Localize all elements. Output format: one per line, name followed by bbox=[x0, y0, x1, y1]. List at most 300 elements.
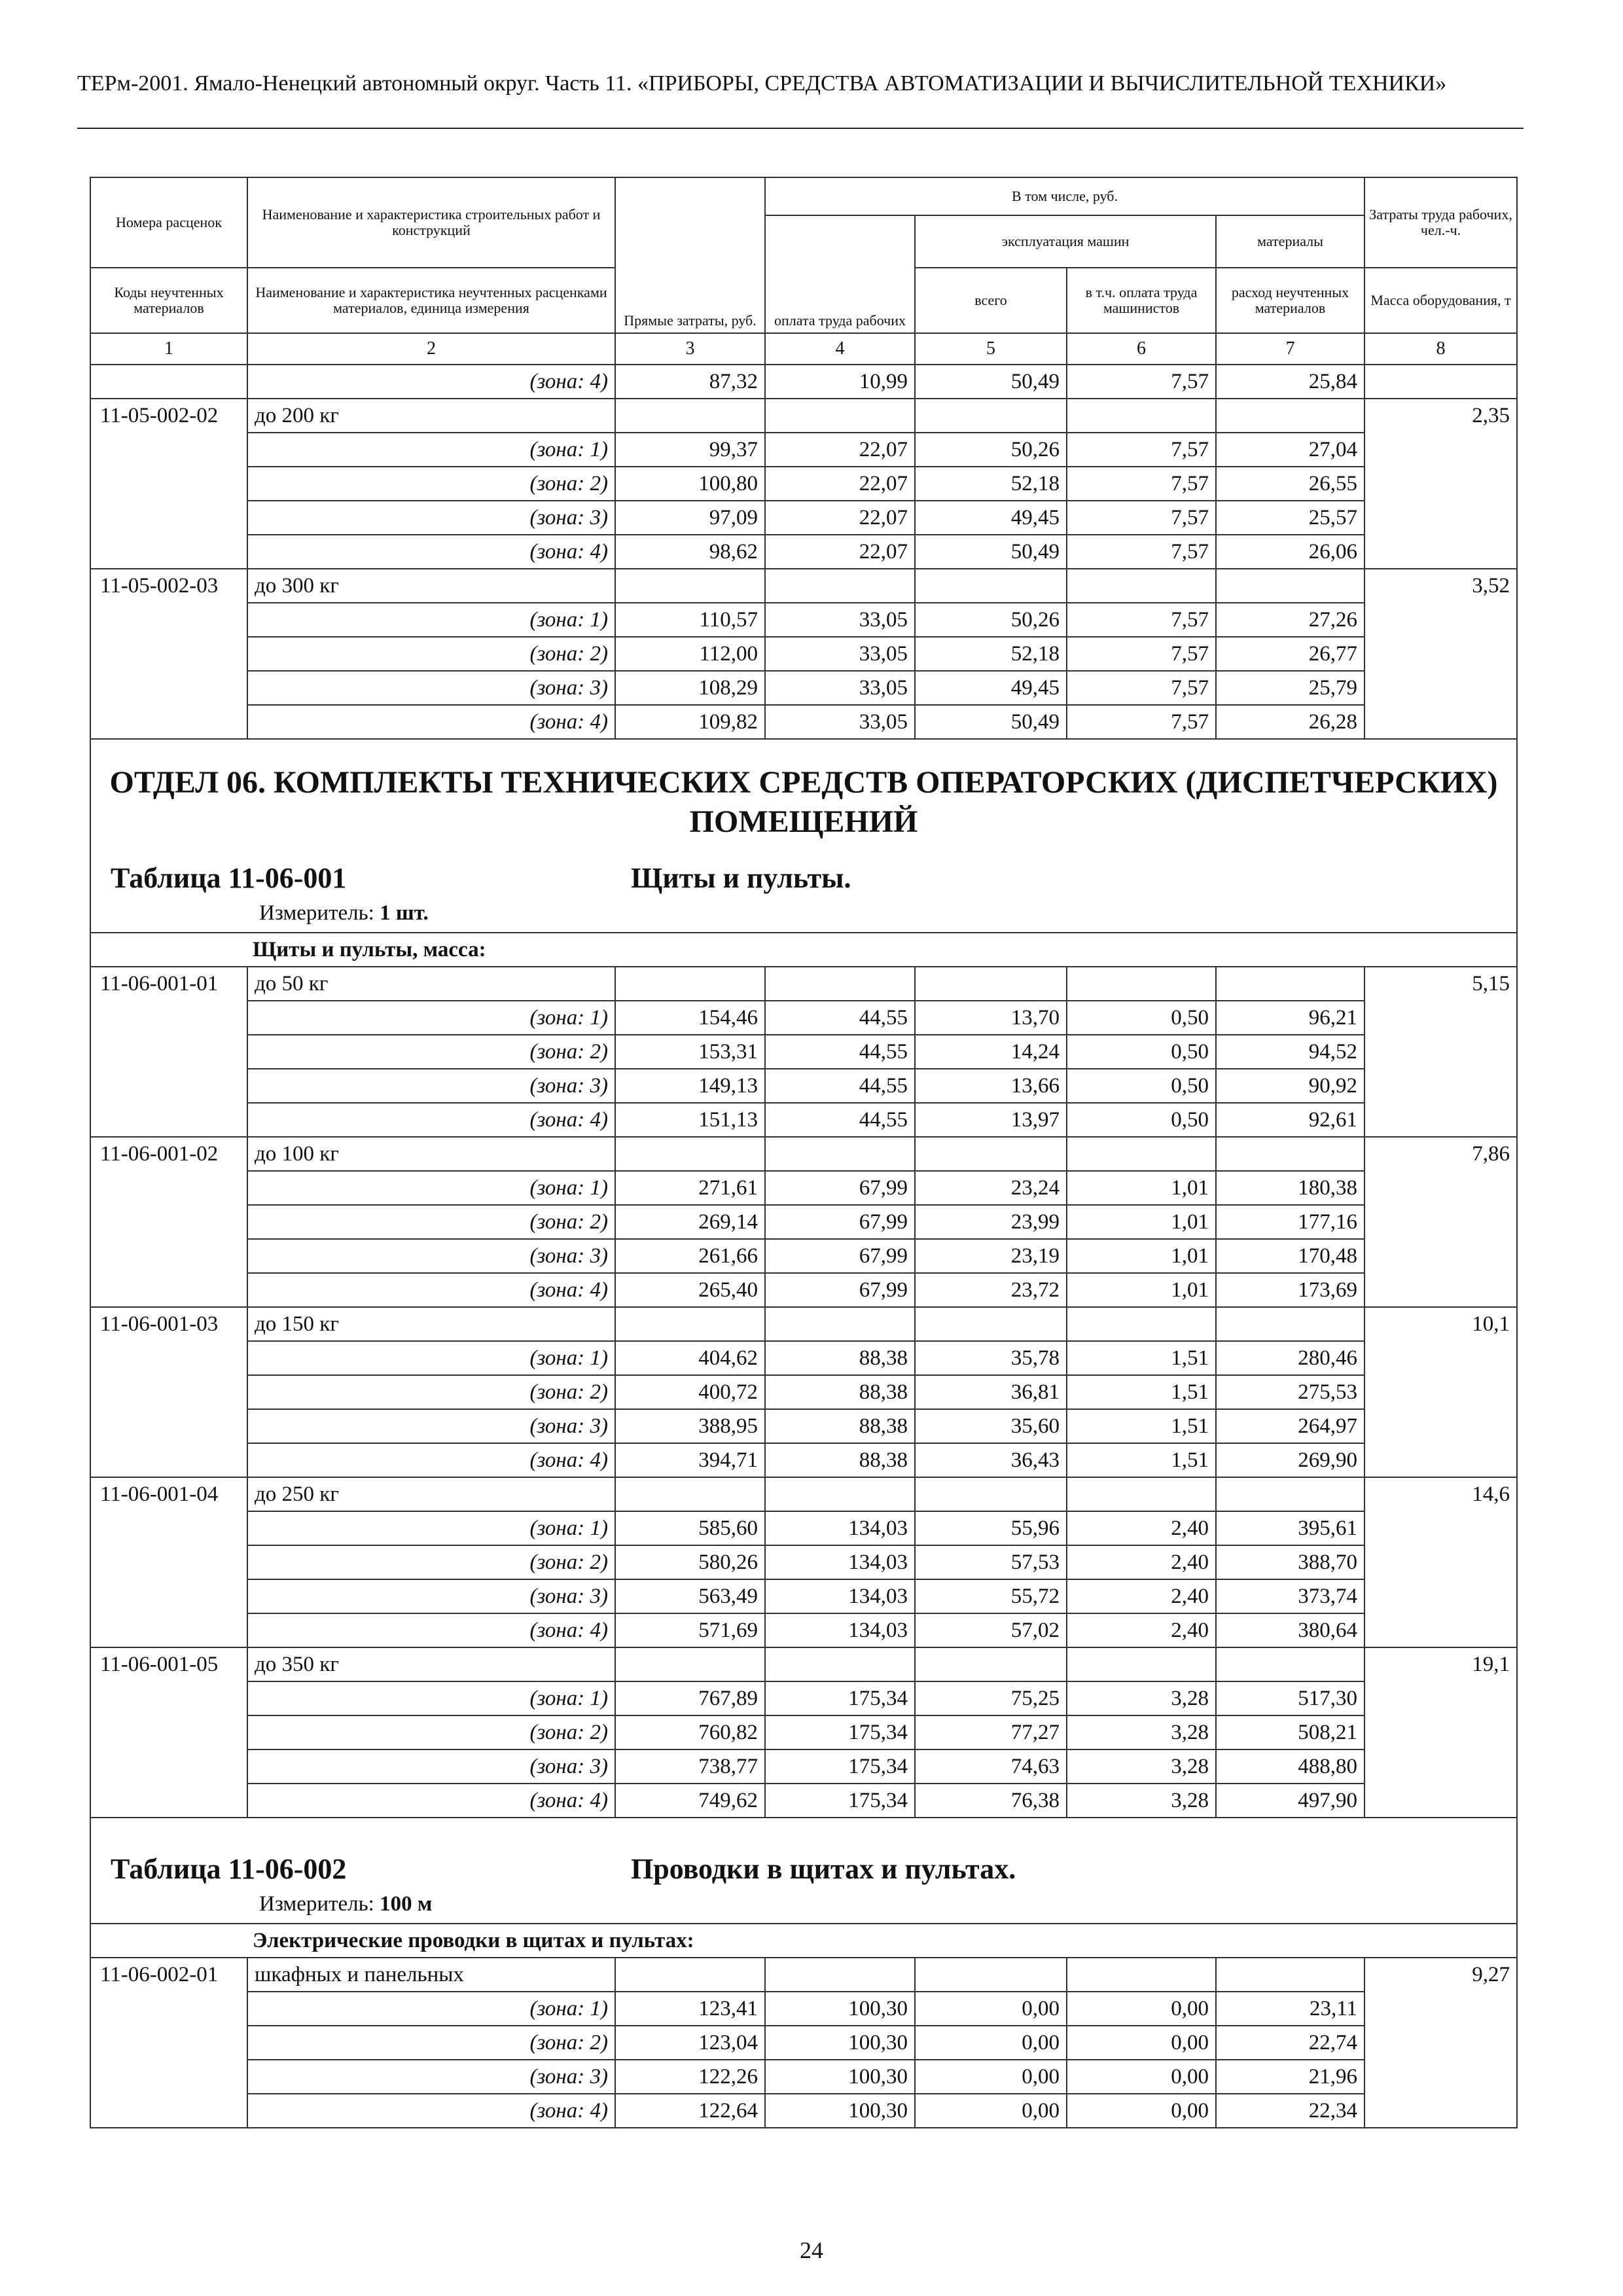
header-wages: оплата труда рабочих bbox=[765, 215, 915, 333]
item-name-row bbox=[90, 1647, 1517, 1681]
item-name-row bbox=[90, 569, 1517, 603]
machinist-wages-value: 0,50 bbox=[1067, 1001, 1216, 1035]
zone-label: (зона: 3) bbox=[247, 1409, 615, 1443]
column-number: 3 bbox=[615, 333, 765, 365]
materials-value: 27,04 bbox=[1216, 433, 1364, 467]
column-number: 1 bbox=[90, 333, 247, 365]
machine-ops-value: 36,43 bbox=[915, 1443, 1067, 1477]
wages-value: 67,99 bbox=[765, 1239, 915, 1273]
column-number-row bbox=[90, 333, 1517, 365]
wages-value: 67,99 bbox=[765, 1273, 915, 1307]
rate-code: 11-06-001-05 bbox=[90, 1647, 247, 1818]
empty-cell bbox=[915, 1647, 1067, 1681]
direct-costs-value: 108,29 bbox=[615, 671, 765, 705]
zone-label: (зона: 4) bbox=[247, 2094, 615, 2128]
empty-cell bbox=[1216, 967, 1364, 1001]
materials-value: 25,79 bbox=[1216, 671, 1364, 705]
machine-ops-value: 55,96 bbox=[915, 1511, 1067, 1545]
header-rate-numbers: Номера расценок bbox=[90, 177, 247, 268]
meter-label: Измеритель: bbox=[259, 1892, 374, 1916]
zone-row bbox=[90, 365, 1517, 399]
wages-value: 175,34 bbox=[765, 1749, 915, 1784]
header-total: всего bbox=[915, 268, 1067, 333]
direct-costs-value: 265,40 bbox=[615, 1273, 765, 1307]
zone-label: (зона: 2) bbox=[247, 1715, 615, 1749]
machine-ops-value: 13,66 bbox=[915, 1069, 1067, 1103]
direct-costs-value: 122,64 bbox=[615, 2094, 765, 2128]
materials-value: 264,97 bbox=[1216, 1409, 1364, 1443]
empty-cell bbox=[1067, 399, 1216, 433]
direct-costs-value: 123,04 bbox=[615, 2026, 765, 2060]
empty-cell bbox=[1067, 967, 1216, 1001]
zone-row bbox=[90, 1103, 1517, 1137]
zone-label: (зона: 2) bbox=[247, 2026, 615, 2060]
item-name: до 50 кг bbox=[247, 967, 615, 1001]
machinist-wages-value: 1,01 bbox=[1067, 1273, 1216, 1307]
table-heading bbox=[104, 1850, 1503, 1889]
machinist-wages-value: 0,00 bbox=[1067, 1992, 1216, 2026]
table-subtitle: Электрические проводки в щитах и пультах: bbox=[90, 1924, 1517, 1958]
empty-cell bbox=[765, 1958, 915, 1992]
column-number: 7 bbox=[1216, 333, 1364, 365]
zone-row bbox=[90, 1511, 1517, 1545]
header-materials: материалы bbox=[1216, 215, 1364, 268]
materials-value: 508,21 bbox=[1216, 1715, 1364, 1749]
item-name-row bbox=[90, 1477, 1517, 1511]
machinist-wages-value: 7,57 bbox=[1067, 705, 1216, 739]
rate-code: 11-06-001-04 bbox=[90, 1477, 247, 1647]
zone-label: (зона: 3) bbox=[247, 2060, 615, 2094]
item-name-row bbox=[90, 1137, 1517, 1171]
empty-cell bbox=[1216, 1477, 1364, 1511]
wages-value: 67,99 bbox=[765, 1205, 915, 1239]
zone-label: (зона: 4) bbox=[247, 1443, 615, 1477]
machinist-wages-value: 7,57 bbox=[1067, 671, 1216, 705]
machinist-wages-value: 3,28 bbox=[1067, 1715, 1216, 1749]
empty-cell bbox=[1216, 399, 1364, 433]
zone-row bbox=[90, 1749, 1517, 1784]
empty-cell bbox=[615, 1307, 765, 1341]
labor-cost: 10,1 bbox=[1364, 1307, 1517, 1477]
empty-cell bbox=[765, 569, 915, 603]
machine-ops-value: 50,49 bbox=[915, 705, 1067, 739]
wages-value: 33,05 bbox=[765, 705, 915, 739]
labor-cost: 9,27 bbox=[1364, 1958, 1517, 2128]
materials-value: 25,57 bbox=[1216, 501, 1364, 535]
machinist-wages-value: 7,57 bbox=[1067, 365, 1216, 399]
wages-value: 22,07 bbox=[765, 467, 915, 501]
machine-ops-value: 23,19 bbox=[915, 1239, 1067, 1273]
zone-label: (зона: 1) bbox=[247, 1171, 615, 1205]
item-name: до 150 кг bbox=[247, 1307, 615, 1341]
machine-ops-value: 23,99 bbox=[915, 1205, 1067, 1239]
machine-ops-value: 13,70 bbox=[915, 1001, 1067, 1035]
zone-row bbox=[90, 1545, 1517, 1579]
labor-cost: 3,52 bbox=[1364, 569, 1517, 739]
zone-label: (зона: 1) bbox=[247, 1992, 615, 2026]
direct-costs-value: 154,46 bbox=[615, 1001, 765, 1035]
wages-value: 88,38 bbox=[765, 1375, 915, 1409]
zone-row bbox=[90, 535, 1517, 569]
zone-label: (зона: 3) bbox=[247, 671, 615, 705]
direct-costs-value: 122,26 bbox=[615, 2060, 765, 2094]
zone-label: (зона: 1) bbox=[247, 1511, 615, 1545]
header-codes: Коды неучтенных материалов bbox=[90, 268, 247, 333]
header-work-name: Наименование и характеристика строительных работ и конструкций bbox=[247, 177, 615, 268]
table-name: Проводки в щитах и пультах. bbox=[631, 1853, 1016, 1885]
empty-cell bbox=[915, 967, 1067, 1001]
direct-costs-value: 271,61 bbox=[615, 1171, 765, 1205]
wages-value: 44,55 bbox=[765, 1069, 915, 1103]
page-header-title: ТЕРм-2001. Ямало-Ненецкий автономный округ. Часть 11. «ПРИБОРЫ, СРЕДСТВА АВТОМАТИЗАЦИИ И ВЫЧИСЛИТЕЛЬНОЙ ТЕХНИКИ» bbox=[77, 71, 1447, 96]
direct-costs-value: 109,82 bbox=[615, 705, 765, 739]
header-labor: Затраты труда рабочих, чел.-ч. bbox=[1364, 177, 1517, 268]
zone-label: (зона: 1) bbox=[247, 433, 615, 467]
wages-value: 33,05 bbox=[765, 637, 915, 671]
wages-value: 44,55 bbox=[765, 1103, 915, 1137]
empty-cell bbox=[1067, 1647, 1216, 1681]
zone-row bbox=[90, 603, 1517, 637]
zone-row bbox=[90, 1681, 1517, 1715]
zone-row bbox=[90, 1579, 1517, 1613]
machine-ops-value: 55,72 bbox=[915, 1579, 1067, 1613]
zone-row bbox=[90, 1375, 1517, 1409]
machine-ops-value: 50,26 bbox=[915, 433, 1067, 467]
header-unaccounted-consumption: расход неучтенных материалов bbox=[1216, 268, 1364, 333]
rate-code: 11-06-002-01 bbox=[90, 1958, 247, 2128]
materials-value: 497,90 bbox=[1216, 1784, 1364, 1818]
zone-label: (зона: 2) bbox=[247, 637, 615, 671]
direct-costs-value: 571,69 bbox=[615, 1613, 765, 1647]
wages-value: 33,05 bbox=[765, 603, 915, 637]
machinist-wages-value: 1,01 bbox=[1067, 1239, 1216, 1273]
column-number: 4 bbox=[765, 333, 915, 365]
zone-label: (зона: 4) bbox=[247, 1613, 615, 1647]
machine-ops-value: 0,00 bbox=[915, 1992, 1067, 2026]
wages-value: 88,38 bbox=[765, 1341, 915, 1375]
zone-row bbox=[90, 1443, 1517, 1477]
machine-ops-value: 75,25 bbox=[915, 1681, 1067, 1715]
header-including: В том числе, руб. bbox=[765, 177, 1364, 215]
labor-cost: 2,35 bbox=[1364, 399, 1517, 569]
wages-value: 22,07 bbox=[765, 433, 915, 467]
machine-ops-value: 57,53 bbox=[915, 1545, 1067, 1579]
machinist-wages-value: 7,57 bbox=[1067, 501, 1216, 535]
table-subtitle-row bbox=[90, 1924, 1517, 1958]
wages-value: 134,03 bbox=[765, 1511, 915, 1545]
machinist-wages-value: 7,57 bbox=[1067, 467, 1216, 501]
zone-label: (зона: 3) bbox=[247, 1579, 615, 1613]
direct-costs-value: 123,41 bbox=[615, 1992, 765, 2026]
machinist-wages-value: 3,28 bbox=[1067, 1749, 1216, 1784]
page-number: 24 bbox=[800, 2237, 823, 2263]
rates-table bbox=[90, 177, 1518, 2128]
wages-value: 100,30 bbox=[765, 1992, 915, 2026]
meter-value: 1 шт. bbox=[380, 901, 429, 925]
wages-value: 22,07 bbox=[765, 501, 915, 535]
item-name: до 350 кг bbox=[247, 1647, 615, 1681]
machine-ops-value: 74,63 bbox=[915, 1749, 1067, 1784]
machinist-wages-value: 2,40 bbox=[1067, 1613, 1216, 1647]
table-number: Таблица 11-06-002 bbox=[111, 1853, 347, 1885]
zone-row bbox=[90, 671, 1517, 705]
direct-costs-value: 749,62 bbox=[615, 1784, 765, 1818]
direct-costs-value: 394,71 bbox=[615, 1443, 765, 1477]
zone-label: (зона: 2) bbox=[247, 1375, 615, 1409]
wages-value: 175,34 bbox=[765, 1681, 915, 1715]
table-heading-row bbox=[90, 739, 1517, 933]
machine-ops-value: 35,60 bbox=[915, 1409, 1067, 1443]
zone-row bbox=[90, 1341, 1517, 1375]
header-direct-costs: Прямые затраты, руб. bbox=[615, 177, 765, 333]
wages-value: 175,34 bbox=[765, 1784, 915, 1818]
materials-value: 177,16 bbox=[1216, 1205, 1364, 1239]
machine-ops-value: 49,45 bbox=[915, 671, 1067, 705]
machinist-wages-value: 1,51 bbox=[1067, 1375, 1216, 1409]
machine-ops-value: 52,18 bbox=[915, 467, 1067, 501]
machine-ops-value: 52,18 bbox=[915, 637, 1067, 671]
machine-ops-value: 0,00 bbox=[915, 2060, 1067, 2094]
machinist-wages-value: 0,00 bbox=[1067, 2060, 1216, 2094]
labor-cost: 19,1 bbox=[1364, 1647, 1517, 1818]
machine-ops-value: 0,00 bbox=[915, 2026, 1067, 2060]
zone-label: (зона: 4) bbox=[247, 365, 615, 399]
materials-value: 26,55 bbox=[1216, 467, 1364, 501]
wages-value: 100,30 bbox=[765, 2060, 915, 2094]
empty-cell bbox=[765, 967, 915, 1001]
machinist-wages-value: 1,01 bbox=[1067, 1171, 1216, 1205]
machinist-wages-value: 0,50 bbox=[1067, 1103, 1216, 1137]
machine-ops-value: 13,97 bbox=[915, 1103, 1067, 1137]
zone-row bbox=[90, 1171, 1517, 1205]
zone-label: (зона: 4) bbox=[247, 535, 615, 569]
machinist-wages-value: 0,00 bbox=[1067, 2026, 1216, 2060]
direct-costs-value: 580,26 bbox=[615, 1545, 765, 1579]
direct-costs-value: 87,32 bbox=[615, 365, 765, 399]
empty-cell bbox=[1067, 1137, 1216, 1171]
item-name-row bbox=[90, 399, 1517, 433]
wages-value: 67,99 bbox=[765, 1171, 915, 1205]
machine-ops-value: 23,72 bbox=[915, 1273, 1067, 1307]
materials-value: 26,06 bbox=[1216, 535, 1364, 569]
zone-row bbox=[90, 1273, 1517, 1307]
zone-row bbox=[90, 1784, 1517, 1818]
item-name: шкафных и панельных bbox=[247, 1958, 615, 1992]
wages-value: 33,05 bbox=[765, 671, 915, 705]
meter-line bbox=[104, 1889, 1503, 1919]
zone-label: (зона: 1) bbox=[247, 603, 615, 637]
empty-cell bbox=[1067, 1307, 1216, 1341]
wages-value: 100,30 bbox=[765, 2026, 915, 2060]
item-name: до 300 кг bbox=[247, 569, 615, 603]
zone-row bbox=[90, 1613, 1517, 1647]
labor-cost: 14,6 bbox=[1364, 1477, 1517, 1647]
column-number: 2 bbox=[247, 333, 615, 365]
table-subtitle: Щиты и пульты, масса: bbox=[90, 933, 1517, 967]
zone-row bbox=[90, 637, 1517, 671]
zone-row bbox=[90, 1715, 1517, 1749]
machinist-wages-value: 2,40 bbox=[1067, 1579, 1216, 1613]
machinist-wages-value: 1,51 bbox=[1067, 1443, 1216, 1477]
meter-value: 100 м bbox=[380, 1892, 433, 1916]
rate-code: 11-06-001-01 bbox=[90, 967, 247, 1137]
wages-value: 44,55 bbox=[765, 1001, 915, 1035]
table-name: Щиты и пульты. bbox=[631, 862, 851, 894]
item-name-row bbox=[90, 1958, 1517, 1992]
direct-costs-value: 563,49 bbox=[615, 1579, 765, 1613]
table-heading bbox=[104, 859, 1503, 898]
wages-value: 88,38 bbox=[765, 1409, 915, 1443]
zone-label: (зона: 1) bbox=[247, 1341, 615, 1375]
zone-row bbox=[90, 1992, 1517, 2026]
materials-value: 388,70 bbox=[1216, 1545, 1364, 1579]
header-row-1 bbox=[90, 177, 1517, 215]
zone-label: (зона: 4) bbox=[247, 1784, 615, 1818]
materials-value: 94,52 bbox=[1216, 1035, 1364, 1069]
zone-row bbox=[90, 433, 1517, 467]
zone-label: (зона: 3) bbox=[247, 1069, 615, 1103]
direct-costs-value: 760,82 bbox=[615, 1715, 765, 1749]
direct-costs-value: 153,31 bbox=[615, 1035, 765, 1069]
wages-value: 100,30 bbox=[765, 2094, 915, 2128]
machinist-wages-value: 7,57 bbox=[1067, 637, 1216, 671]
machine-ops-value: 35,78 bbox=[915, 1341, 1067, 1375]
machinist-wages-value: 7,57 bbox=[1067, 433, 1216, 467]
materials-value: 395,61 bbox=[1216, 1511, 1364, 1545]
zone-label: (зона: 2) bbox=[247, 467, 615, 501]
machinist-wages-value: 0,00 bbox=[1067, 2094, 1216, 2128]
materials-value: 22,74 bbox=[1216, 2026, 1364, 2060]
column-number: 5 bbox=[915, 333, 1067, 365]
empty-cell bbox=[615, 1477, 765, 1511]
empty-cell bbox=[765, 399, 915, 433]
zone-label: (зона: 4) bbox=[247, 1103, 615, 1137]
materials-value: 275,53 bbox=[1216, 1375, 1364, 1409]
empty-cell bbox=[1216, 1307, 1364, 1341]
rate-code: 11-05-002-02 bbox=[90, 399, 247, 569]
header-machinist-wages: в т.ч. оплата труда машинистов bbox=[1067, 268, 1216, 333]
direct-costs-value: 767,89 bbox=[615, 1681, 765, 1715]
direct-costs-value: 99,37 bbox=[615, 433, 765, 467]
zone-label: (зона: 4) bbox=[247, 1273, 615, 1307]
machine-ops-value: 49,45 bbox=[915, 501, 1067, 535]
empty-cell bbox=[1216, 569, 1364, 603]
zone-label: (зона: 2) bbox=[247, 1205, 615, 1239]
empty-cell bbox=[1067, 1477, 1216, 1511]
rate-code: 11-05-002-03 bbox=[90, 569, 247, 739]
direct-costs-value: 112,00 bbox=[615, 637, 765, 671]
machinist-wages-value: 7,57 bbox=[1067, 603, 1216, 637]
direct-costs-value: 261,66 bbox=[615, 1239, 765, 1273]
materials-value: 90,92 bbox=[1216, 1069, 1364, 1103]
empty-cell bbox=[90, 365, 247, 399]
machine-ops-value: 50,49 bbox=[915, 535, 1067, 569]
section-title: ОТДЕЛ 06. КОМПЛЕКТЫ ТЕХНИЧЕСКИХ СРЕДСТВ ОПЕРАТОРСКИХ (ДИСПЕТЧЕРСКИХ) ПОМЕЩЕНИЙ bbox=[109, 765, 1498, 839]
materials-value: 26,28 bbox=[1216, 705, 1364, 739]
materials-value: 380,64 bbox=[1216, 1613, 1364, 1647]
empty-cell bbox=[915, 569, 1067, 603]
direct-costs-value: 585,60 bbox=[615, 1511, 765, 1545]
zone-row bbox=[90, 1069, 1517, 1103]
rate-code: 11-06-001-02 bbox=[90, 1137, 247, 1307]
wages-value: 134,03 bbox=[765, 1545, 915, 1579]
direct-costs-value: 110,57 bbox=[615, 603, 765, 637]
item-name-row bbox=[90, 967, 1517, 1001]
wages-value: 10,99 bbox=[765, 365, 915, 399]
direct-costs-value: 100,80 bbox=[615, 467, 765, 501]
empty-cell bbox=[915, 1137, 1067, 1171]
machinist-wages-value: 1,01 bbox=[1067, 1205, 1216, 1239]
zone-label: (зона: 2) bbox=[247, 1035, 615, 1069]
column-number: 8 bbox=[1364, 333, 1517, 365]
machinist-wages-value: 0,50 bbox=[1067, 1035, 1216, 1069]
header-name-unaccounted: Наименование и характеристика неучтенных расценками материалов, единица измерения bbox=[247, 268, 615, 333]
item-name-row bbox=[90, 1307, 1517, 1341]
empty-cell bbox=[915, 1958, 1067, 1992]
empty-cell bbox=[1364, 365, 1517, 399]
zone-label: (зона: 3) bbox=[247, 501, 615, 535]
empty-cell bbox=[765, 1477, 915, 1511]
empty-cell bbox=[765, 1137, 915, 1171]
empty-cell bbox=[1067, 1958, 1216, 1992]
machinist-wages-value: 7,57 bbox=[1067, 535, 1216, 569]
labor-cost: 7,86 bbox=[1364, 1137, 1517, 1307]
labor-cost: 5,15 bbox=[1364, 967, 1517, 1137]
zone-row bbox=[90, 1205, 1517, 1239]
empty-cell bbox=[915, 1307, 1067, 1341]
materials-value: 96,21 bbox=[1216, 1001, 1364, 1035]
zone-label: (зона: 2) bbox=[247, 1545, 615, 1579]
machine-ops-value: 50,49 bbox=[915, 365, 1067, 399]
zone-row bbox=[90, 1035, 1517, 1069]
table-heading-row bbox=[90, 1818, 1517, 1924]
zone-row bbox=[90, 1239, 1517, 1273]
direct-costs-value: 738,77 bbox=[615, 1749, 765, 1784]
materials-value: 280,46 bbox=[1216, 1341, 1364, 1375]
direct-costs-value: 151,13 bbox=[615, 1103, 765, 1137]
zone-label: (зона: 1) bbox=[247, 1001, 615, 1035]
zone-row bbox=[90, 2026, 1517, 2060]
empty-cell bbox=[1216, 1647, 1364, 1681]
machine-ops-value: 14,24 bbox=[915, 1035, 1067, 1069]
machinist-wages-value: 3,28 bbox=[1067, 1681, 1216, 1715]
machine-ops-value: 36,81 bbox=[915, 1375, 1067, 1409]
direct-costs-value: 388,95 bbox=[615, 1409, 765, 1443]
machine-ops-value: 76,38 bbox=[915, 1784, 1067, 1818]
zone-row bbox=[90, 467, 1517, 501]
machinist-wages-value: 1,51 bbox=[1067, 1409, 1216, 1443]
empty-cell bbox=[615, 1958, 765, 1992]
column-number: 6 bbox=[1067, 333, 1216, 365]
wages-value: 134,03 bbox=[765, 1613, 915, 1647]
wages-value: 44,55 bbox=[765, 1035, 915, 1069]
wages-value: 22,07 bbox=[765, 535, 915, 569]
materials-value: 21,96 bbox=[1216, 2060, 1364, 2094]
item-name: до 250 кг bbox=[247, 1477, 615, 1511]
table-number: Таблица 11-06-001 bbox=[111, 862, 347, 894]
zone-row bbox=[90, 705, 1517, 739]
direct-costs-value: 400,72 bbox=[615, 1375, 765, 1409]
empty-cell bbox=[615, 1647, 765, 1681]
wages-value: 175,34 bbox=[765, 1715, 915, 1749]
empty-cell bbox=[765, 1647, 915, 1681]
zone-label: (зона: 3) bbox=[247, 1749, 615, 1784]
rate-code: 11-06-001-03 bbox=[90, 1307, 247, 1477]
zone-row bbox=[90, 1001, 1517, 1035]
materials-value: 488,80 bbox=[1216, 1749, 1364, 1784]
empty-cell bbox=[915, 399, 1067, 433]
zone-label: (зона: 1) bbox=[247, 1681, 615, 1715]
